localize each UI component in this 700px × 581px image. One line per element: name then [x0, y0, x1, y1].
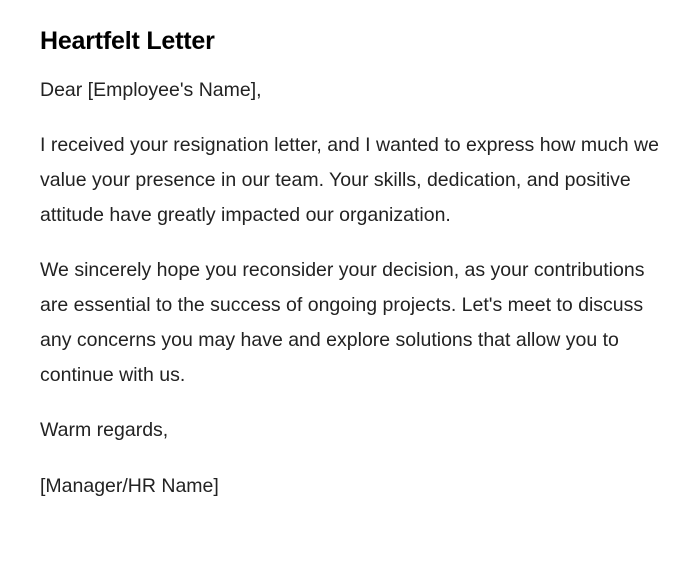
letter-signature: [Manager/HR Name] — [40, 475, 219, 497]
letter-paragraph-2: We sincerely hope you reconsider your decision, as your contributions are essential to the success of ongoing projects. Let's meet to discuss any concerns you may have and explore solutions that allow you to continue with us. — [40, 259, 645, 386]
letter-paragraph-1: I received your resignation letter, and I wanted to express how much we value your presence in our team. Your skills, dedication, and positive attitude have greatly impacted our organization. — [40, 134, 659, 226]
letter-closing: Warm regards, — [40, 419, 169, 441]
letter-title: Heartfelt Letter — [40, 27, 215, 55]
letter-greeting: Dear [Employee's Name], — [40, 79, 262, 101]
